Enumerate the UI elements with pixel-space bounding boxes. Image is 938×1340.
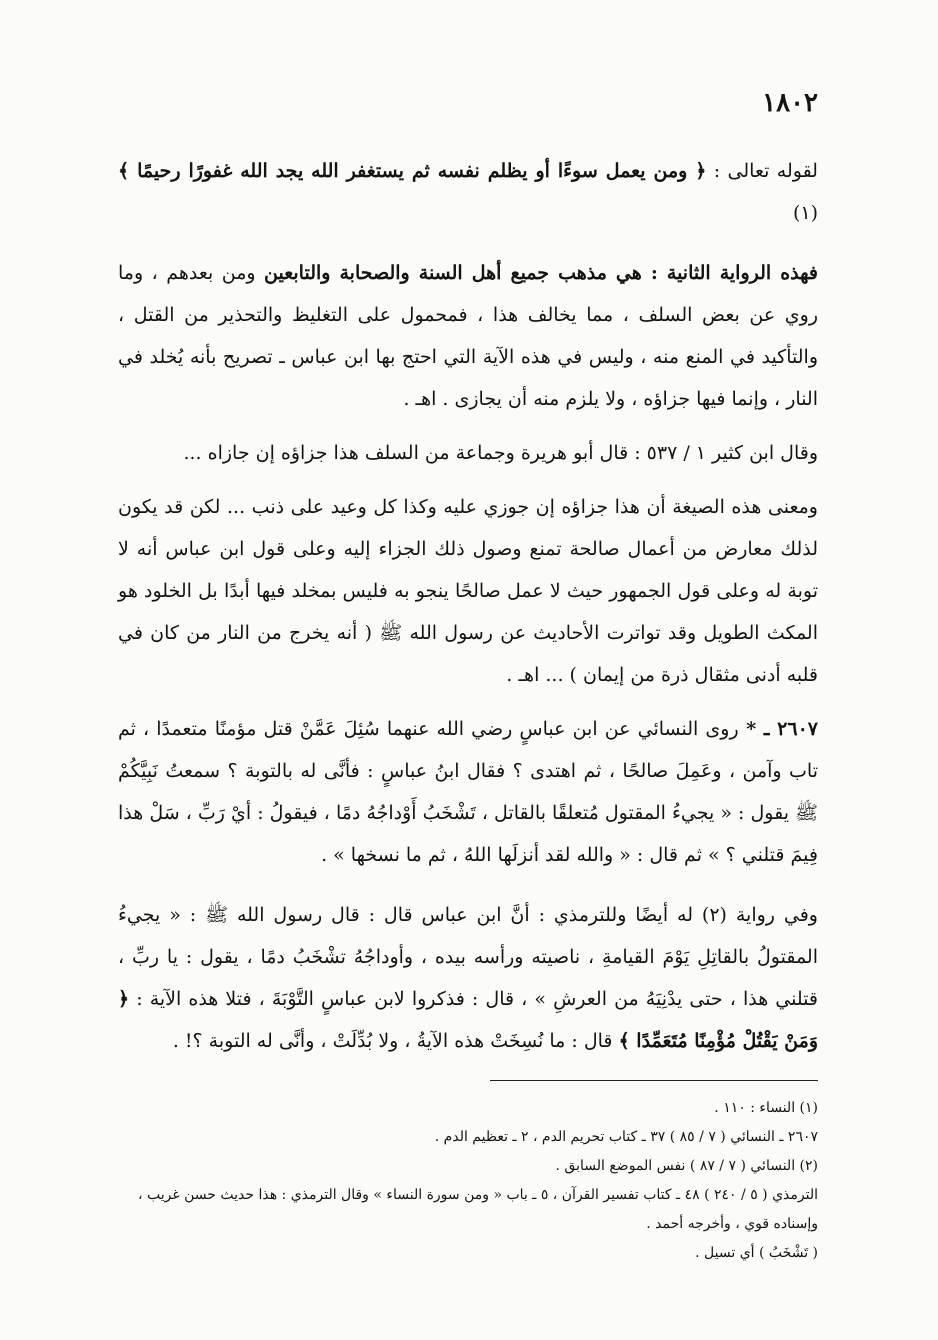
footnote-ref: (١) — [792, 202, 818, 224]
quran-verse-2: ﴿ وَمَنْ يَقْتُلْ مُؤْمِنًا مُتَعَمِّدًا ﴾ — [118, 988, 818, 1052]
hadith-text: روى النسائي عن ابن عباسٍ رضي الله عنهما سُئِلَ عَمَّنْ قتل مؤمنًا متعمدًا ، ثم تاب وآمن ، وعَمِلَ صالحًا ، ثم اهتدى ؟ فقال ابنُ عباسٍ : فأنَّى له بالتوبة ؟ سمعتُ نَبِيَّكُمْ ﷺ يقول : « يجيءُ المقتول مُتعلقًا بالقاتل ، تَشْخَبُ أَوْداجُهُ دمًا ، فيقولُ : أيْ رَبِّ ، سَلْ هذا فِيمَ قتلني ؟ » ثم قال : « والله لقد أنزلَها اللهُ ، ثم ما نسخها » . — [118, 718, 818, 866]
page-number: ١٨٠٢ — [762, 88, 818, 118]
verse-lead: لقوله تعالى : — [706, 160, 818, 182]
commentary-text: ومن بعدهم ، وما روي عن بعض السلف ، مما يخالف هذا ، فمحمول على التغليظ والتحذير من القتل ، والتأكيد في المنع منه ، وليس في هذه الآية التي احتج بها ابن عباس ـ تصريح بأنه يُخلد في النار ، وإنما فيها جزاؤه ، ولا يلزم منه أن يجازى . اهـ . — [118, 262, 819, 410]
ibn-kathir-text: وقال ابن كثير ١ / ٥٣٧ : قال أبو هريرة وجماعة من السلف هذا جزاؤه إن جازاه ... — [183, 442, 818, 464]
footnote-tirmidhi: الترمذي ( ٥ / ٢٤٠ ) ٤٨ ـ كتاب تفسير القرآن ، ٥ ـ باب « ومن سورة النساء » وقال الترمذي : هذا حديث حسن غريب ، وإسناده قوي ، وأخرجه أحمد . — [138, 1187, 818, 1232]
explanation-text: ومعنى هذه الصيغة أن هذا جزاؤه إن جوزي عليه وكذا كل وعيد على ذنب ... لكن قد يكون لذلك معارض من أعمال صالحة تمنع وصول ذلك الجزاء إليه وعلى قول ابن عباس أنه لا توبة له وعلى قول الجمهور حيث لا عمل صالحًا ينجو به فليس بمخلد فيها أبدًا بل الخلود هو المكث الطويل وقد تواترت الأحاديث عن رسول الله ﷺ ( أنه يخرج من النار من كان في قلبه أدنى مثقال ذرة من إيمان ) ... اهـ . — [118, 496, 818, 686]
footnote-2607: ٢٦٠٧ ـ النسائي ( ٧ / ٨٥ ) ٣٧ ـ كتاب تحريم الدم ، ٢ ـ تعظيم الدم . — [434, 1129, 818, 1145]
riwaya-paragraph — [118, 894, 818, 1062]
footnotes — [118, 1094, 818, 1268]
hadith-number: ٢٦٠٧ ـ * — [738, 718, 818, 740]
footnote-2: (٢) النسائي ( ٧ / ٨٧ ) نفس الموضع السابق . — [555, 1158, 818, 1174]
riwaya-tail: قال : ما نُسِخَتْ هذه الآيةُ ، ولا بُدِّلَتْ ، وأنَّى له التوبة ؟! . — [172, 1030, 619, 1052]
ibn-kathir-paragraph — [118, 432, 818, 474]
quran-verse: ﴿ ومن يعمل سوءًا أو يظلم نفسه ثم يستغفر الله يجد الله غفورًا رحيمًا ﴾ — [118, 160, 707, 182]
commentary-paragraph — [118, 252, 818, 420]
hadith-paragraph — [118, 708, 818, 876]
explanation-paragraph — [118, 486, 818, 696]
commentary-bold: فهذه الرواية الثانية : هي مذهب جميع أهل السنة والصحابة والتابعين — [264, 262, 818, 284]
footnote-gloss: ( تَشْخَبُ ) أي تسيل . — [695, 1245, 818, 1261]
main-text — [118, 150, 818, 1080]
riwaya-text: وفي رواية (٢) له أيضًا وللترمذي : أنَّ ابن عباس قال : قال رسول الله ﷺ : « يجيءُ المقتولُ بالقاتِلِ يَوْمَ القيامةِ ، ناصيته ورأسه بيده ، وأوداجُهُ تشْخَبُ دمًا ، يقول : يا ربِّ ، قتلني هذا ، حتى يدْنِيَهُ من العرشِ » ، قال : فذكروا لابن عباسٍ التَّوْبَةَ ، فتلا هذه الآية : — [118, 904, 818, 1010]
quran-verse-paragraph — [118, 150, 818, 234]
footnote-divider — [490, 1080, 818, 1081]
footnote-1: (١) النساء : ١١٠ . — [714, 1100, 818, 1116]
